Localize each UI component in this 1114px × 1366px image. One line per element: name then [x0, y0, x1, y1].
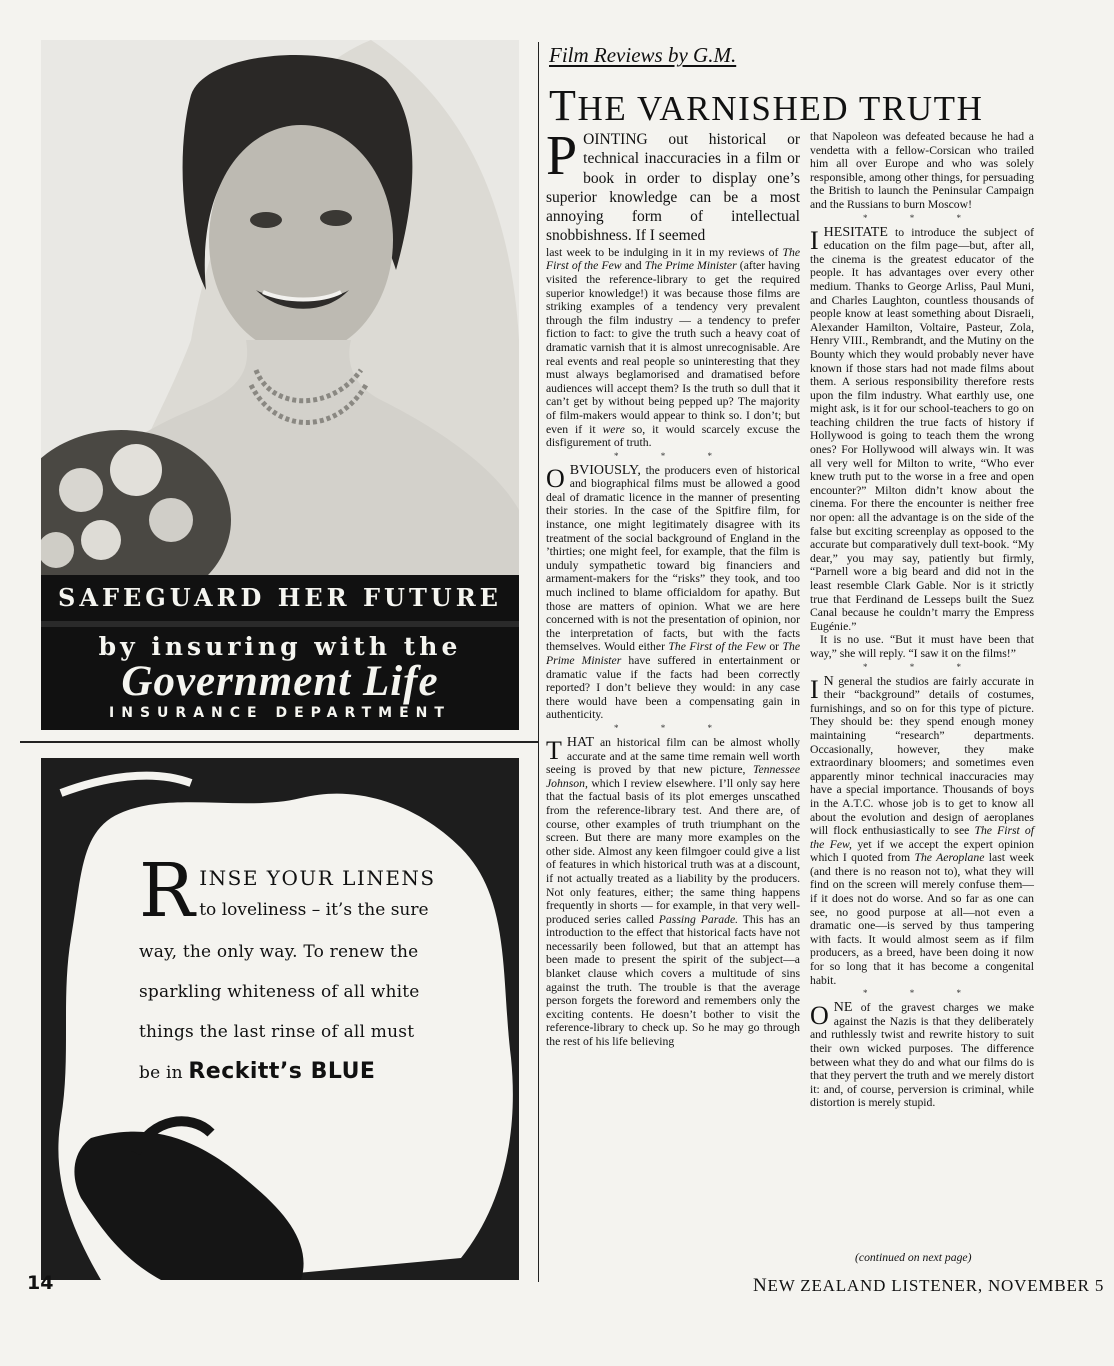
- section-break: * * *: [614, 450, 732, 461]
- section-break: * * *: [863, 661, 981, 672]
- article-title: THE VARNISHED TRUTH: [549, 81, 984, 130]
- paragraph-hesitate: IHESITATE to introduce the subject of education on the film page—but, after all, the cinema is the greatest educator of the people. It has advantages over every other medium. Thanks to George Arliss, Paul Muni, and Charles Laughton, countless thousands of people know at least something about Disraeli, Alexander Hamilton, Voltaire, Pasteur, Zola, Henry VIII., Rembrandt, and the Mutiny on the Bounty which they would probably never have known if those stars had not made films about them. A serious responsibility therefore rests upon the film industry. What earthly use, one might ask, is it for our school-teachers to go on teaching children the true facts of history if Hollywood is going to teach them the wrong ones? For Hollywood will always win. It was all very well for Milton to write, “Who ever knew truth put to the worse in a free and open encounter?” Milton didn’t know about the cinema. For there the encounter is neither free nor open: all the advantage is on the side of the false but exciting screenplay as opposed to the accurate but comparatively dull text-book. “My dear,” you may say, patiently but firmly, “Parnell wore a big beard and did not in the least resemble Clark Gable. Nor is it strictly true that Ferdinand de Lesseps built the Suez Canal because he couldn’t marry the Empress Eugénie.”: [810, 224, 1034, 633]
- paragraph-nazis: ONE of the gravest charges we make against the Nazis is that they deliberately and ruthlessly twist and rewrite history to suit their own wicked purposes. The difference between what they do and what our films do is that they pervert the truth and we merely distort it: and, of course, perversion is criminal, while distortion is merely stupid.: [810, 1000, 1035, 1110]
- lead-text: OINTING out historical or technical inaccuracies in a film or book in order to display one’s superior knowledge can be a most annoying form of intellectual snobbishness. If I seemed: [546, 131, 800, 245]
- paragraph-3: THAT an historical film can be almost wholly accurate and at the same time remain well worth seeing is proved by that new picture, Tennessee Johnson, which I review elsewhere. I’ll only say here that the factual basis of its plot emerges unscathed from the reference-library test. And there are, of course, other examples of truth triumphant on the screen. But there are many more examples on the other side. Almost any keen filmgoer could give a list of features in which historical truth was at a discount, if not actually treated as a liability by the producers. Not only features, either; the same thing happens frequently in shorts — for example, in that very well-produced series called Passing Parade. This has an introduction to the effect that historical facts have not necessarily been followed, but that an attempt has been made to present the spirit of the subject—a blanket clause which covers a multitude of sins against the truth. The trouble is that the average person forgets the foreword and remembers only the exciting contents. He doesn’t bother to visit the reference-library to check up. So he may go through the rest of his life believing: [546, 734, 801, 1049]
- drop-cap-p: P: [546, 125, 578, 187]
- section-break: * * *: [863, 988, 981, 999]
- reckitts-brand: Reckitt’s BLUE: [188, 1059, 376, 1084]
- drop-cap-o2: O: [810, 1001, 829, 1031]
- reckitts-line-5: things the last rinse of all must: [139, 1022, 415, 1042]
- department-name: INSURANCE DEPARTMENT: [109, 705, 451, 721]
- article-column-1: [546, 125, 801, 1049]
- left-divider: [20, 741, 538, 743]
- section-label: Film Reviews by G.M.: [549, 43, 737, 67]
- insuring-line: by insuring with the: [98, 632, 462, 661]
- paragraph-cont: that Napoleon was defeated because he had a vendetta with a fellow-Corsican who trailed him all over Europe and who was solely responsible, among other things, for persuading the British to launch the Peninsular Campaign and the Russians to burn Moscow!: [810, 130, 1034, 211]
- column-rule: [538, 42, 539, 1282]
- reckitts-line-3: way, the only way. To renew the: [139, 942, 419, 962]
- paragraph-studios: I N general the studios are fairly accurate in their “background” details of costumes, furnishings, and so on for this type of picture. They should be: they spend enough money maintaining “research” departments. Occasionally, however, they make extraordinary bloomers; and sometimes even apparently minor technical inaccuracies may have a special importance. Thousands of boys in the A.T.C. whose job is to get to know all about the evolution and design of aeroplanes will flock enthusiastically to see The First of the Few, yet if we accept the expert opinion which I quoted from The Aeroplane last week (and there is no reason not to), what they will find on the screen will merely confuse them—if it does not do worse. And so far as one can see, no good purpose at all—not even a dramatic one—is served by thus tampering with facts. It would almost seem as if film producers, as a breed, have been doing it now for so long that it has become a congenital habit.: [810, 673, 1035, 987]
- safeguard-banner: SAFEGUARD HER FUTURE: [41, 575, 519, 621]
- reckitts-line-2: to loveliness – it’s the sure: [199, 900, 429, 920]
- article-column-2: [810, 130, 1034, 1110]
- government-life-banner: [41, 627, 519, 730]
- government-life-ad: [41, 40, 519, 730]
- page-number: 14: [27, 1272, 54, 1294]
- reckitts-blue-ad: [41, 758, 519, 1280]
- paragraph-1-cont: last week to be indulging in it in my reviews of The First of the Few and The Prime Minister (after having visited the reference-library to get the required superior knowledge!) it was because those films are striking examples of a tendency very prevalent through the film industry — a tendency to prefer fiction to fact: to give the truth such a heavy coat of dramatic varnish that it is almost unrecognisable. Are real events and real people so uninteresting that they must always beglamorised and dramatised before audiences will accept them? Is the truth so dull that it can’t get by without being pepped up? The majority of film-makers would appear to think so. I don’t; but even if it were so, it would scarcely excuse the disfigurement of truth.: [546, 245, 801, 450]
- drop-cap-o: O: [546, 463, 565, 493]
- drop-cap-i2: I: [810, 674, 819, 704]
- drop-cap-i: I: [810, 225, 819, 255]
- reckitts-line-6: [139, 1052, 474, 1093]
- publication-footer: NEW ZEALAND LISTENER, NOVEMBER 5: [753, 1275, 1105, 1296]
- reckitts-line-1: INSE YOUR LINENS: [199, 866, 436, 890]
- company-name: Government Life: [121, 658, 439, 705]
- paragraph-no-use: It is no use. “But it must have been that way,” she will reply. “I saw it on the films!”: [810, 633, 1034, 660]
- section-break: * * *: [614, 722, 732, 733]
- publication-name: EW ZEALAND LISTENER, NOVEMBER 5: [767, 1276, 1105, 1295]
- article-title-text: HE VARNISHED TRUTH: [577, 89, 984, 128]
- paragraph-2: OBVIOUSLY, the producers even of historical and biographical films must be allowed a good deal of dramatic licence in the manner of presenting their stories. In the case of the Spitfire film, for instance, one might legitimately disagree with its treatment of the social background of England in the ’thirties; one might feel, for example, that the film is unduly sympathetic toward big financiers and armament-makers for the “risks” they took, and too much inclined to blame officialdom for apathy. But those are matters of opinion. What we are here concerned with is not the presentation of opinion, nor the interpretation of facts, but with the facts themselves. Would either The First of the Few or The Prime Minister have suffered in entertainment or dramatic value if the facts had been correctly reported? I don’t believe they would: in any case there would have been a compensating gain in authenticity.: [546, 462, 801, 722]
- reckitts-line-6-prefix: be in: [139, 1063, 183, 1083]
- reckitts-line-4: sparkling whiteness of all white: [139, 982, 420, 1002]
- section-break: * * *: [863, 212, 981, 223]
- continued-note: (continued on next page): [855, 1251, 972, 1264]
- drop-cap-t: T: [546, 735, 562, 765]
- drop-cap-r: R: [139, 848, 197, 934]
- lead-paragraph: [546, 125, 800, 246]
- reckitts-copy: [139, 848, 474, 1093]
